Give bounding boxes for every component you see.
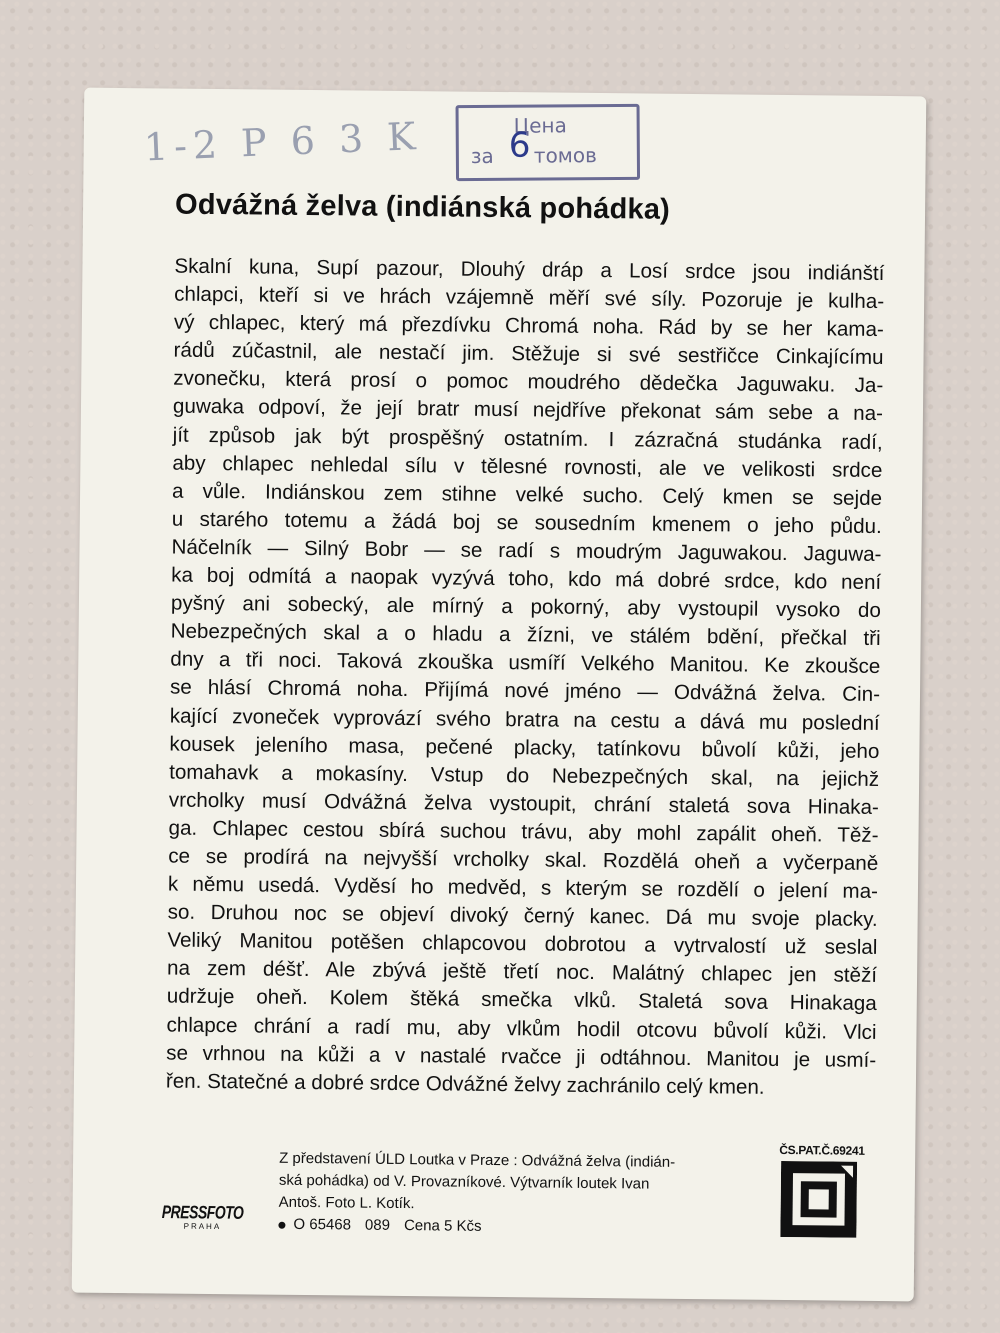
publisher-logo-icon <box>780 1161 857 1238</box>
text-line: Nebezpečných skal a o hladu a žízni, ve stálém bdění, přečkal tři <box>170 619 881 651</box>
text-line: na zem déšť. Ale zbývá ještě třetí noc. Malátný chlapec jen stěží <box>166 956 878 988</box>
text-line: ce se prodírá na nejvyšší vrcholky skal. Rozdělá oheň a vyčerpaně <box>168 844 879 875</box>
text-line: jít způsob jak být prospěšný ostatním. I zázračná studánka radí, <box>172 423 883 454</box>
text-line: rádů zúčastnil, ale nestačí jim. Stěžuje si své sestřičce Cinkajícímu <box>173 338 884 370</box>
credits-line: ská pohádka) od V. Provazníkové. Výtvarník loutek Ivan <box>278 1171 650 1193</box>
text-line: Náčelník — Silný Bobr — se radí s moudrým Jaguwakou. Jaguwa- <box>171 535 882 566</box>
stamp-suffix: томов <box>533 143 597 168</box>
text-line: vý chlapec, který má přezdívku Chromá noha. Rád by se her kama- <box>173 310 884 342</box>
postcard <box>72 88 927 1302</box>
bullet-icon <box>278 1221 285 1228</box>
text-line: se hlásí Chromá noha. Přijímá nové jméno — Odvážná želva. Cin- <box>169 675 881 707</box>
stamp-line1: Цена <box>513 113 567 138</box>
publication-number: 089 <box>364 1216 391 1234</box>
pencil-inscription: 1-2 P 6 3 K <box>142 113 423 170</box>
text-line: Veliký Manitou potěšen chlapcovou dobrotou a vytrvalostí už seslal <box>167 928 878 960</box>
publication-ref <box>278 1214 778 1241</box>
credits-line: Z představení ÚLD Loutka v Praze : Odvážná želva (indián- <box>279 1149 676 1171</box>
stamp-handwritten-value: 6 <box>508 125 531 166</box>
text-line: dny a tři noci. Taková zkouška usmíří Velkého Manitou. Ke zkoušce <box>170 647 881 679</box>
text-line: u starého totemu a žádá boj se sousedním kmenem o jeho půdu. <box>171 507 882 538</box>
text-line: tomahavk a mokasíny. Vstup do Nebezpečných skal, na jejichž <box>169 760 880 791</box>
text-line: zvonečku, která prosí o pomoc moudrého dědečka Jaguwaku. Ja- <box>173 366 884 398</box>
text-line: Skalní kuna, Supí pazour, Dlouhý dráp a Losí srdce jsou indiánští <box>174 254 885 286</box>
text-line: vrcholky musí Odvážná želva vystoupit, chrání staletá sova Hinaka- <box>168 788 879 819</box>
text-line: k němu usedá. Vyděsí ho medvěd, s kterým se rozdělí o jelení ma- <box>167 872 879 904</box>
text-line: chlapce chrání a radí mu, aby vlkům hodil otcovu bůvolí kůži. Vlci <box>166 1013 877 1044</box>
text-line: kající zvoneček vyprovází svého bratra na cestu a dává mu poslední <box>169 704 880 735</box>
text-line: so. Druhou noc se objeví divoký černý kanec. Dá mu svoje placky. <box>167 900 878 932</box>
stamp-prefix: за <box>470 143 494 169</box>
text-line: se vrhnou na kůži a v nastalé rvačce ji odtáhnou. Manitou je usmí- <box>166 1041 877 1072</box>
text-line: ka boj odmítá a naopak vyzývá toho, kdo má dobré srdce, kdo není <box>171 563 882 595</box>
logo-sub: PRAHA <box>183 1221 222 1232</box>
price: Cena 5 Kčs <box>403 1217 482 1235</box>
text-line: guwaka odpoví, že její bratr musí nejdříve překonat sám sebe a na- <box>172 395 884 426</box>
credits-line: Antoš. Foto L. Kotík. <box>278 1193 415 1213</box>
text-line: a vůle. Indiánskou zem stihne velké sucho. Celý kmen se sejde <box>171 479 883 510</box>
logo-main: PRESSFOTO <box>161 1201 244 1223</box>
patent-number: ČS.PAT.Č.69241 <box>779 1142 865 1158</box>
text-line: ga. Chlapec cestou sbírá suchou trávu, aby mohl zapálit oheň. Těž- <box>168 816 879 847</box>
story-title: Odvážná želva (indiánská pohádka) <box>174 188 671 226</box>
text-line: řen. Statečné a dobré srdce Odvážné želvy zachránilo celý kmen. <box>165 1069 765 1099</box>
text-line: aby chlapec nehledal sílu v tělesné rovnosti, ale ve velikosti srdce <box>172 451 883 482</box>
text-line: chlapci, kteří si ve hrách vzájemně měří své síly. Pozoruje je kulha- <box>174 282 885 314</box>
text-line: pyšný ani sobecký, ale mírný a pokorný, aby vystoupil vysoko do <box>170 591 882 623</box>
text-line: kousek jeleního masa, pečené placky, tatínkovu bůvolí kůži, jeho <box>169 732 880 763</box>
text-line: udržuje oheň. Kolem štěká smečka vlků. Staletá sova Hinakaga <box>166 984 877 1016</box>
price-stamp <box>456 104 641 181</box>
pressfoto-logo <box>152 1203 252 1231</box>
story-text <box>166 253 885 1103</box>
publication-code: O 65468 <box>293 1215 352 1234</box>
credits <box>278 1148 779 1241</box>
